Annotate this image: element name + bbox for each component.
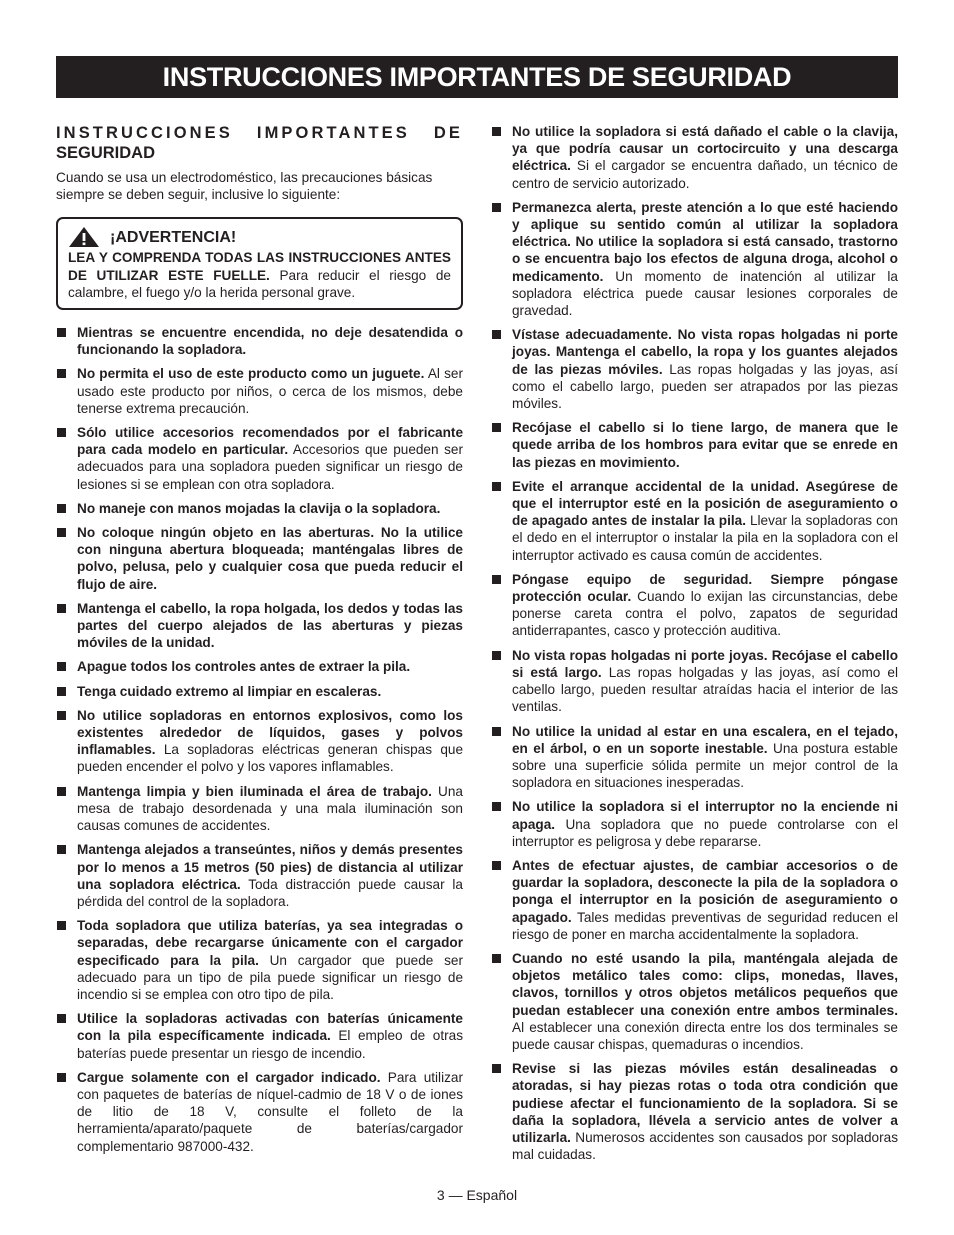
list-item (491, 798, 898, 850)
bullet-square-icon (492, 203, 501, 212)
item-bold-text: Mantenga alejados a transeúntes, niños y demás presentes por lo menos a 15 metros (50 pies) de distancia al utilizar una sopladora eléctrica. (77, 842, 463, 892)
item-bold-text: Cargue solamente con el cargador indicado. (77, 1069, 381, 1085)
section-title (56, 123, 463, 163)
bullet-square-icon (57, 1014, 66, 1023)
bullet-square-icon (57, 504, 66, 513)
section-title-line1: INSTRUCCIONES IMPORTANTES DE (56, 124, 463, 142)
left-column (56, 123, 463, 1162)
list-item (491, 199, 898, 319)
section-title-line2: SEGURIDAD (56, 144, 156, 162)
item-normal-text: Tales medidas preventivas de seguridad reducen el riesgo de poner en marcha accidentalmente la sopladora. (512, 909, 898, 942)
bullet-square-icon (492, 330, 501, 339)
page-footer: 3 — Español (436, 1187, 518, 1203)
item-bold-text: Recójase el cabello si lo tiene largo, de manera que le quede arriba de los hombros para evitar que se enrede en las piezas en movimiento. (512, 420, 898, 470)
list-item (491, 326, 898, 412)
list-item (491, 123, 898, 192)
list-item (56, 683, 463, 700)
list-item (56, 500, 463, 517)
item-normal-text: Al establecer una conexión directa entre los dos terminales se puede causar chispas, quemaduras o incendios. (512, 1019, 898, 1052)
item-bold-text: Cuando no esté usando la pila, manténgala alejada de objetos metálico tales como: clips, monedas, llaves, clavos, tornillos y otros objetos metálicos pequeños que puedan establecer una conexión entre ambos terminales. (512, 950, 898, 1018)
bullet-square-icon (57, 845, 66, 854)
item-bold-text: No maneje con manos mojadas la clavija o la sopladora. (77, 500, 441, 516)
item-bold-text: Tenga cuidado extremo al limpiar en escaleras. (77, 683, 382, 699)
item-normal-text: Un momento de inatención al utilizar la sopladora eléctrica puede causar lesiones corporales de gravedad. (512, 268, 898, 319)
list-item (491, 723, 898, 792)
list-item (491, 857, 898, 943)
bullet-square-icon (492, 861, 501, 870)
warning-bold-text: LEA Y COMPRENDA TODAS LAS INSTRUCCIONES ANTES DE UTILIZAR ESTE FUELLE. (68, 250, 451, 283)
item-normal-text: Accesorios que pueden ser adecuados para una sopladora pueden significar un riesgo de lesiones si se emplean con otra sopladora. (77, 442, 463, 492)
list-item (491, 950, 898, 1053)
item-bold-text: Póngase equipo de seguridad. Siempre póngase protección ocular. (512, 571, 898, 605)
item-normal-text: Una mesa de trabajo desordenada y una mala iluminación son causas comunes de accidentes. (77, 783, 463, 834)
bullet-square-icon (492, 423, 501, 432)
bullet-square-icon (492, 1064, 501, 1073)
item-bold-text: No utilice la sopladora si está dañado el cable o la clavija, ya que podría causar un cortocircuito y una descarga eléctrica. (512, 124, 898, 174)
warning-box (56, 217, 463, 310)
item-bold-text: Mientras se encuentre encendida, no deje desatendida o funcionando la sopladora. (77, 325, 463, 358)
bullet-square-icon (492, 575, 501, 584)
bullet-square-icon (492, 954, 501, 963)
list-item (56, 707, 463, 776)
bullet-square-icon (57, 604, 66, 613)
list-item (491, 419, 898, 471)
list-item (56, 917, 463, 1003)
item-normal-text: Si el cargador se encuentra dañado, un técnico de centro de servicio autorizado. (512, 158, 898, 191)
item-normal-text: Las ropas holgadas y las joyas, así como el cabello largo, pueden resultar atraídas hacia el interior de las ventilas. (512, 664, 899, 715)
bullet-square-icon (57, 428, 66, 437)
item-normal-text: El empleo de otras baterías puede presentar un riesgo de incendio. (77, 1028, 464, 1061)
item-bold-text: Permanezca alerta, preste atención a lo que esté haciendo y aplique su sentido común al utilizar la sopladora eléctrica. No utilice la sopladora si está cansado, trastorno o se encuentra bajo los efectos de alguna droga, alcohol o medicamento. (512, 199, 898, 284)
bullet-square-icon (492, 651, 501, 660)
list-item (56, 841, 463, 910)
bullet-square-icon (57, 787, 66, 796)
list-item (56, 600, 463, 652)
item-normal-text: Cuando lo exijan las circunstancias, debe ponerse careta contra el polvo, zapatos de seguridad antiderrapantes, casco y protección auditiva. (512, 589, 898, 639)
item-bold-text: Mantenga el cabello, la ropa holgada, los dedos y todas las partes del cuerpo alejados de las aberturas y piezas móviles de la unidad. (77, 600, 463, 651)
item-normal-text: Numerosos accidentes son causados por sopladoras mal cuidadas. (512, 1129, 898, 1163)
bullet-square-icon (492, 727, 501, 736)
item-normal-text: Al ser usado este producto por niños, o cerca de los mismos, debe tenerse extrema precaución. (77, 366, 463, 416)
bullet-square-icon (57, 921, 66, 930)
bullet-square-icon (492, 127, 501, 136)
banner-title: INSTRUCCIONES IMPORTANTES DE SEGURIDAD (162, 62, 792, 92)
list-item (56, 524, 463, 593)
item-bold-text: No utilice la sopladora si el interruptor no la enciende ni apaga. (512, 799, 898, 832)
item-bold-text: Sólo utilice accesorios recomendados por el fabricante para cada modelo en particular. (77, 425, 463, 458)
item-normal-text: La sopladoras eléctricas generan chispas que pueden encender el polvo y los vapores inflamables. (77, 742, 463, 775)
item-normal-text: Toda distracción puede causar la pérdida del control de la sopladora. (77, 876, 463, 909)
intro-paragraph: Cuando se usa un electrodoméstico, las precauciones básicas siempre se deben seguir, inclusive lo siguiente: (56, 170, 433, 203)
bullet-square-icon (57, 328, 66, 337)
list-item (56, 365, 463, 417)
bullet-square-icon (492, 802, 501, 811)
item-bold-text: Revise si las piezas móviles están desalineadas o atoradas, si hay piezas rotas o toda otra condición que pudiese afectar el funcionamiento de la sopladora. Si se daña la sopladora, llévela a servicio antes de volver a utilizarla. (512, 1061, 898, 1145)
item-bold-text: No vista ropas holgadas ni porte joyas. Recójase el cabello si está largo. (512, 647, 898, 680)
item-normal-text: Para utilizar con paquetes de baterías de níquel-cadmio de 18 V o de iones de litio de 18 V, consulte el folleto de la herramienta/aparato/paquete de baterías/cargador complementario 987000-432. (77, 1069, 463, 1154)
list-item (491, 571, 898, 640)
list-item (56, 324, 463, 358)
list-item (56, 1069, 463, 1155)
item-bold-text: No permita el uso de este producto como un juguete. (77, 366, 425, 382)
right-bullet-list (491, 123, 898, 1163)
right-column (491, 123, 898, 1170)
warning-triangle-icon (68, 226, 100, 248)
list-item (56, 658, 463, 675)
item-normal-text: Una postura estable sobre una superficie sólida permite un mejor control de la sopladora en situaciones inesperadas. (512, 740, 898, 791)
item-bold-text: No coloque ningún objeto en las aberturas. No la utilice con ninguna abertura bloqueada; manténgalas libres de polvo, pelusa, pelo y cualquier cosa que pueda reducir el flujo de aire. (77, 525, 463, 592)
item-bold-text: Antes de efectuar ajustes, de cambiar accesorios o de guardar la sopladora, desconecte la pila de la sopladora o ponga el interruptor en la posición de aseguramiento o apagado. (512, 857, 898, 925)
item-bold-text: Toda sopladora que utiliza baterías, ya sea integradas o separadas, debe recargarse únicamente con el cargador especificado para la pila. (77, 918, 463, 968)
bullet-square-icon (57, 528, 66, 537)
item-bold-text: Mantenga limpia y bien iluminada el área de trabajo. (77, 783, 432, 799)
item-normal-text: Un cargador que puede ser adecuado para un tipo de pila puede significar un riesgo de incendio si se emplea con otro tipo de pila. (77, 952, 464, 1002)
list-item (56, 1010, 463, 1062)
item-bold-text: Apague todos los controles antes de extraer la pila. (77, 659, 411, 675)
item-bold-text: Evite el arranque accidental de la unidad. Asegúrese de que el interruptor esté en la posición de aseguramiento o de apagado antes de instalar la pila. (512, 478, 898, 529)
bullet-square-icon (57, 1073, 66, 1082)
item-bold-text: No utilice sopladoras en entornos explosivos, como los existentes alrededor de líquidos, gases y polvos inflamables. (77, 707, 463, 758)
warning-normal-text: Para reducir el riesgo de calambre, el fuego y/o la herida personal grave. (68, 267, 451, 300)
bullet-square-icon (57, 369, 66, 378)
list-item (491, 647, 898, 716)
item-bold-text: No utilice la unidad al estar en una escalera, en el tejado, en el árbol, o en un soporte inestable. (512, 723, 898, 756)
item-bold-text: Vístase adecuadamente. No vista ropas holgadas ni porte joyas. Mantenga el cabello, la ropa y los guantes alejados de las piezas móviles. (512, 327, 898, 377)
item-bold-text: Utilice la sopladoras activadas con baterías únicamente con la pila específicamente indicada. (77, 1011, 463, 1044)
list-item (56, 783, 463, 835)
list-item (491, 1060, 898, 1163)
bullet-square-icon (57, 711, 66, 720)
item-normal-text: Las ropas holgadas y las joyas, así como el cabello largo, pueden ser atrapados por las piezas móviles. (512, 361, 898, 412)
list-item (491, 478, 898, 564)
bullet-square-icon (57, 687, 66, 696)
page-banner (56, 56, 898, 98)
item-normal-text: Llevar la sopladoras con el dedo en el interruptor o instalar la pila en la sopladora con el interruptor activado es causa común de accidentes. (512, 513, 898, 563)
warning-text (68, 249, 451, 301)
item-normal-text: Una sopladora que no puede controlarse con el interruptor es peligrosa y debe repararse. (512, 816, 898, 849)
list-item (56, 424, 463, 493)
bullet-square-icon (57, 662, 66, 671)
bullet-square-icon (492, 482, 501, 491)
left-bullet-list (56, 324, 463, 1155)
warning-title: ¡ADVERTENCIA! (110, 228, 237, 246)
